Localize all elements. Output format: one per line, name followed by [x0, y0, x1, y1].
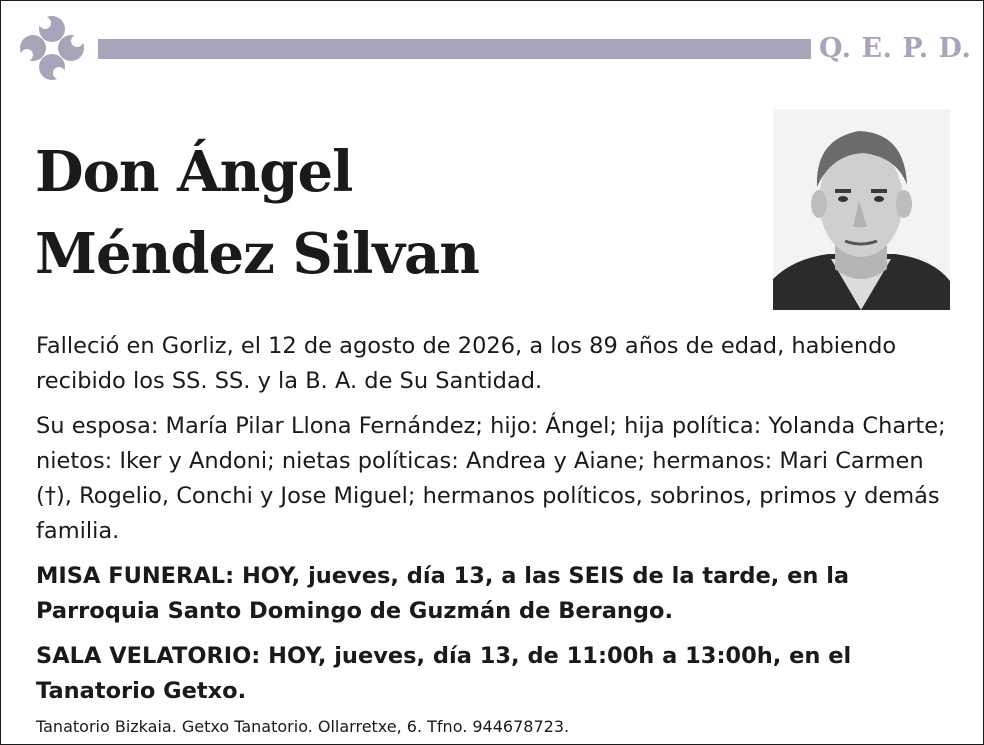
lauburu-icon	[15, 11, 89, 85]
footer-funeral-home: Tanatorio Bizkaia. Getxo Tanatorio. Ollarretxe, 6. Tfno. 944678723.	[36, 717, 570, 736]
family-list: Su esposa: María Pilar Llona Fernández; hijo: Ángel; hija política: Yolanda Charte; nietos: Iker y Andoni; nietas políticas: Andrea y Aiane; hermanos: Mari Carmen (†), Rogelio, Conchi y Jose Miguel; hermanos políticos, sobrinos, primos y demás familia.	[36, 413, 946, 544]
deceased-name	[35, 131, 479, 295]
qepd-label: Q. E. P. D.	[819, 33, 972, 64]
header-bar	[98, 39, 811, 59]
portrait-photo	[773, 109, 950, 310]
name-line-1: Don Ángel	[35, 139, 353, 205]
death-details: Falleció en Gorliz, el 12 de agosto de 2026, a los 89 años de edad, habiendo recibido los SS. SS. y la B. A. de Su Santidad.	[36, 333, 897, 394]
obituary-body	[36, 329, 966, 719]
name-line-2: Méndez Silvan	[35, 221, 479, 287]
funeral-mass-info: MISA FUNERAL: HOY, jueves, día 13, a las SEIS de la tarde, en la Parroquia Santo Domingo de Guzmán de Berango.	[36, 563, 850, 624]
wake-room-info: SALA VELATORIO: HOY, jueves, día 13, de 11:00h a 13:00h, en el Tanatorio Getxo.	[36, 643, 852, 704]
